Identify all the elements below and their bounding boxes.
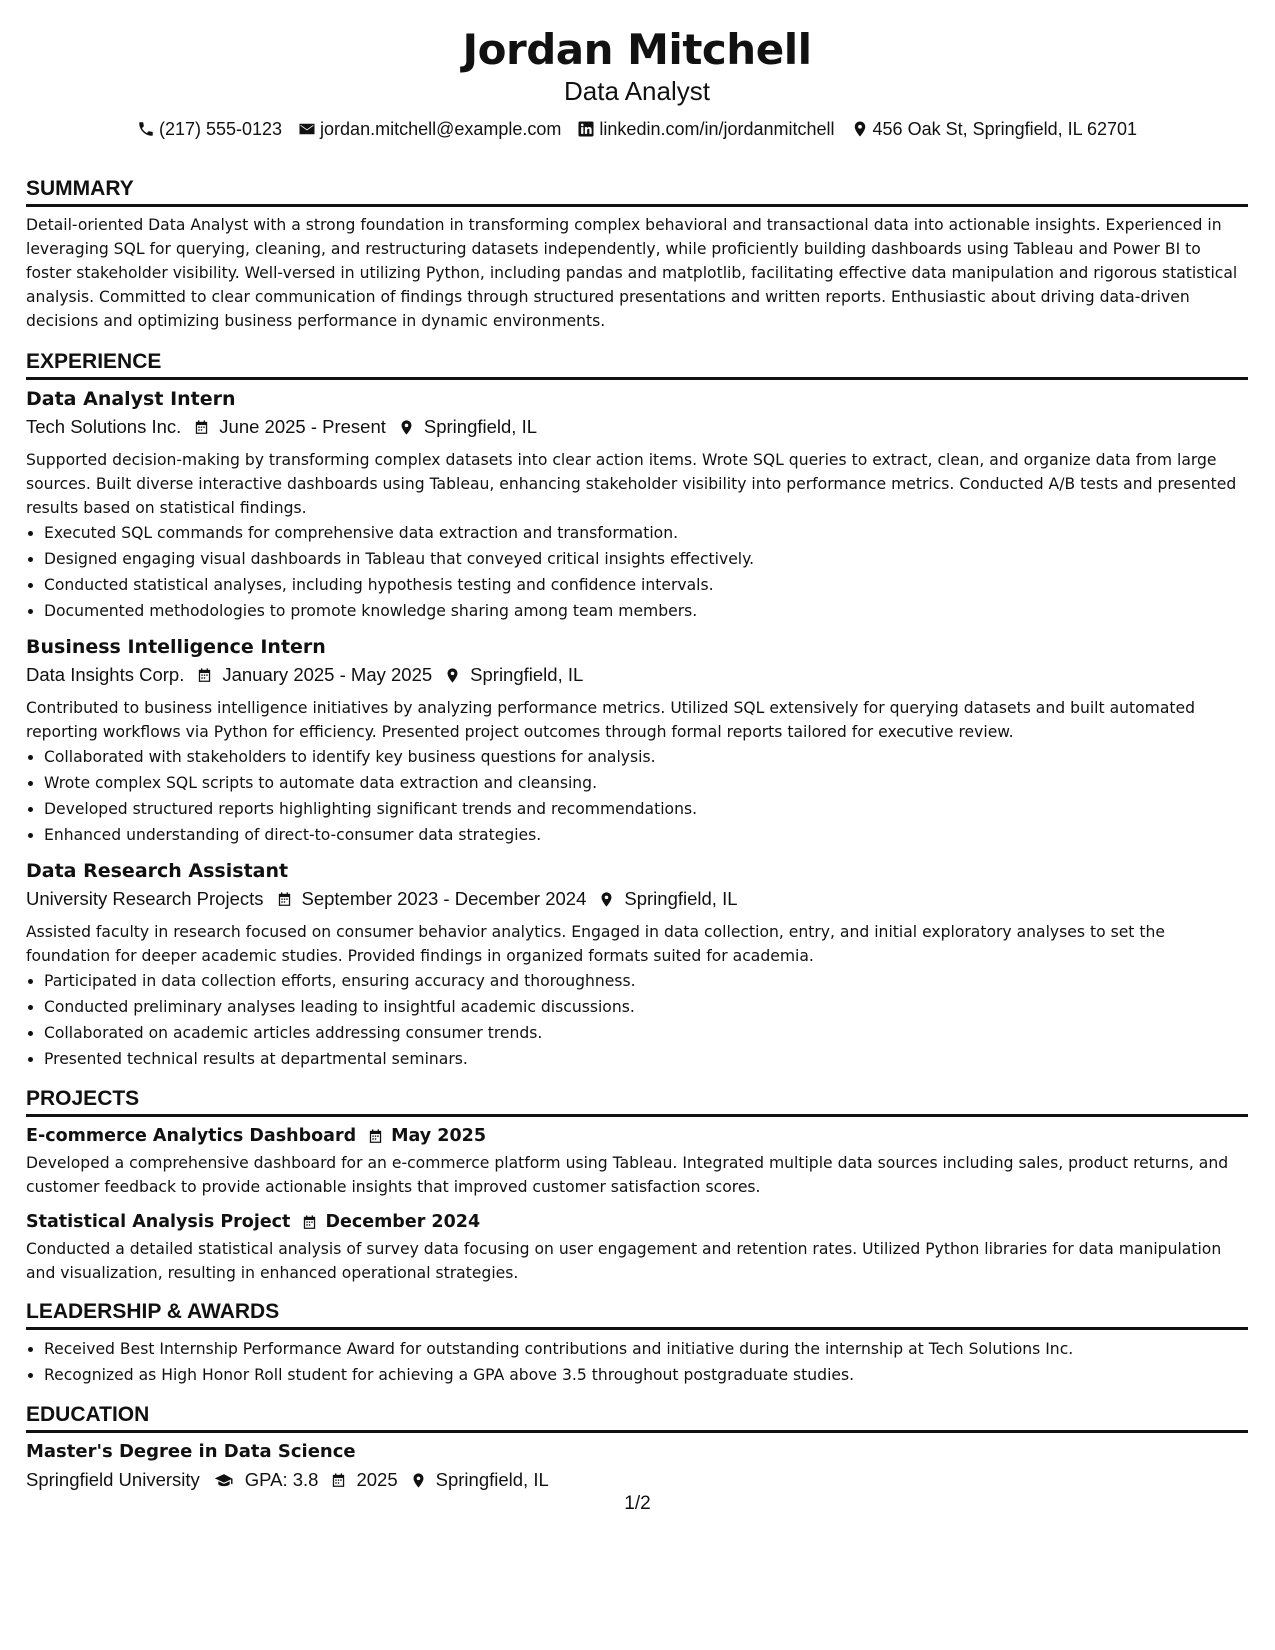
education-location: Springfield, IL: [435, 1469, 549, 1490]
project-date: December 2024: [325, 1212, 481, 1232]
resume-page: [26, 0, 1248, 1493]
list-item: • Recognized as High Honor Roll student for achieving a GPA above 3.5 throughout postgraduate studies.: [44, 1362, 1248, 1388]
project-title: E-commerce Analytics Dashboard: [26, 1126, 357, 1146]
contact-phone-text: (217) 555-0123: [158, 118, 283, 139]
location-pin-icon: [410, 1472, 427, 1489]
location-pin-icon: [398, 419, 415, 436]
experience-heading: EXPERIENCE: [26, 349, 1248, 380]
degree-name: Master's Degree in Data Science: [26, 1441, 356, 1462]
list-item: • Conducted statistical analyses, including hypothesis testing and confidence intervals.: [44, 572, 1248, 598]
calendar-icon: [276, 891, 293, 908]
job-title: Data Analyst Intern: [26, 388, 236, 410]
job-location: Springfield, IL: [423, 416, 538, 437]
list-item: • Documented methodologies to promote knowledge sharing among team members.: [44, 598, 1248, 624]
list-item: • Participated in data collection efforts, ensuring accuracy and thoroughness.: [44, 968, 1248, 994]
project-title-line: [26, 1123, 1248, 1149]
project-entry: [26, 1209, 1248, 1285]
job-entry: [26, 386, 1248, 624]
job-meta: [26, 414, 1248, 440]
phone-icon: [137, 120, 155, 138]
graduation-cap-icon: [212, 1472, 236, 1489]
summary-text: Detail-oriented Data Analyst with a strong foundation in transforming complex behavioral and transactional data into actionable insights. Experienced in leveraging SQL for querying, cleaning, and restructuring datasets independently, while proficiently building dashboards using Tableau and Power BI to foster stakeholder visibility. Well-versed in utilizing Python, including pandas and matplotlib, facilitating effective data manipulation and rigorous statistical analysis. Committed to clear communication of findings through structured presentations and written reports. Enthusiastic about driving data-driven decisions and optimizing business performance in dynamic environments.: [26, 216, 1238, 330]
contact-address-text: 456 Oak St, Springfield, IL 62701: [872, 118, 1138, 139]
job-bullets: [26, 744, 1248, 848]
education-meta: [26, 1467, 1248, 1493]
education-heading: EDUCATION: [26, 1402, 1248, 1433]
job-company: University Research Projects: [26, 888, 264, 909]
list-item: • Executed SQL commands for comprehensive data extraction and transformation.: [44, 520, 1248, 546]
contact-phone: [137, 119, 282, 140]
project-date: May 2025: [391, 1126, 487, 1146]
job-meta: [26, 886, 1248, 912]
job-dates: January 2025 - May 2025: [222, 664, 433, 685]
project-description: Developed a comprehensive dashboard for an e-commerce platform using Tableau. Integrated multiple data sources including sales, product returns, and customer feedback to provide actionable insights that improved customer satisfaction scores.: [26, 1154, 1229, 1196]
list-item: • Collaborated on academic articles addressing consumer trends.: [44, 1020, 1248, 1046]
job-location: Springfield, IL: [470, 664, 584, 685]
job-company: Data Insights Corp.: [26, 664, 185, 685]
graduation-year: 2025: [356, 1469, 398, 1490]
list-item: • Designed engaging visual dashboards in Tableau that conveyed critical insights effectively.: [44, 546, 1248, 572]
job-entry: [26, 858, 1248, 1072]
job-meta: [26, 662, 1248, 688]
project-title-line: [26, 1209, 1248, 1235]
list-item: • Conducted preliminary analyses leading to insightful academic discussions.: [44, 994, 1248, 1020]
job-title: Business Intelligence Intern: [26, 636, 326, 658]
list-item: • Developed structured reports highlighting significant trends and recommendations.: [44, 796, 1248, 822]
job-description: Assisted faculty in research focused on consumer behavior analytics. Engaged in data collection, entry, and initial exploratory analyses to set the foundation for deeper academic studies. Provided findings in organized formats suited for academia.: [26, 923, 1165, 965]
job-bullets: [26, 520, 1248, 624]
project-title: Statistical Analysis Project: [26, 1212, 291, 1232]
list-item: • Enhanced understanding of direct-to-consumer data strategies.: [44, 822, 1248, 848]
project-entry: [26, 1123, 1248, 1199]
job-dates: June 2025 - Present: [219, 416, 386, 437]
contact-address: [851, 119, 1138, 140]
list-item: • Collaborated with stakeholders to identify key business questions for analysis.: [44, 744, 1248, 770]
calendar-icon: [330, 1472, 347, 1489]
job-bullets: [26, 968, 1248, 1072]
location-pin-icon: [598, 891, 615, 908]
contact-email-text[interactable]: jordan.mitchell@example.com: [320, 118, 562, 139]
leadership-heading: LEADERSHIP & AWARDS: [26, 1299, 1248, 1330]
linkedin-icon: [577, 120, 595, 138]
candidate-role: Data Analyst: [564, 76, 710, 106]
job-description: Supported decision-making by transforming complex datasets into clear action items. Wrote SQL queries to extract, clean, and organize data from large sources. Built diverse interactive dashboards using Tableau, enhancing stakeholder visibility into performance metrics. Conducted A/B tests and presented results based on statistical findings.: [26, 451, 1237, 517]
list-item: • Received Best Internship Performance Award for outstanding contributions and initiative during the internship at Tech Solutions Inc.: [44, 1336, 1248, 1362]
job-location: Springfield, IL: [624, 888, 738, 909]
summary-heading: SUMMARY: [26, 176, 1248, 207]
gpa: GPA: 3.8: [244, 1469, 319, 1490]
contact-linkedin-text[interactable]: linkedin.com/in/jordanmitchell: [599, 118, 835, 139]
calendar-icon: [193, 419, 210, 436]
job-dates: September 2023 - December 2024: [301, 888, 587, 909]
job-description: Contributed to business intelligence initiatives by analyzing performance metrics. Utilized SQL extensively for querying datasets and built automated reporting workflows via Python for efficiency. Presented project outcomes through formal reports tailored for executive review.: [26, 699, 1196, 741]
leadership-bullets: [26, 1336, 1248, 1388]
calendar-icon: [196, 667, 213, 684]
envelope-icon: [298, 120, 316, 138]
job-title: Data Research Assistant: [26, 860, 289, 882]
job-entry: [26, 634, 1248, 848]
contact-linkedin[interactable]: [577, 119, 834, 140]
location-pin-icon: [444, 667, 461, 684]
project-description: Conducted a detailed statistical analysis of survey data focusing on user engagement and retention rates. Utilized Python libraries for data manipulation and visualization, resulting in enhanced operational strategies.: [26, 1240, 1222, 1282]
list-item: • Presented technical results at departmental seminars.: [44, 1046, 1248, 1072]
degree-title: [26, 1439, 1248, 1465]
location-pin-icon: [851, 120, 869, 138]
school-name: Springfield University: [26, 1469, 200, 1490]
projects-heading: PROJECTS: [26, 1086, 1248, 1117]
calendar-icon: [301, 1214, 318, 1231]
page-number: 1/2: [624, 1493, 651, 1514]
list-item: • Wrote complex SQL scripts to automate data extraction and cleansing.: [44, 770, 1248, 796]
contact-line: [26, 116, 1248, 142]
candidate-name: Jordan Mitchell: [462, 25, 812, 74]
calendar-icon: [367, 1128, 384, 1145]
contact-email[interactable]: [298, 119, 561, 140]
job-company: Tech Solutions Inc.: [26, 416, 182, 437]
